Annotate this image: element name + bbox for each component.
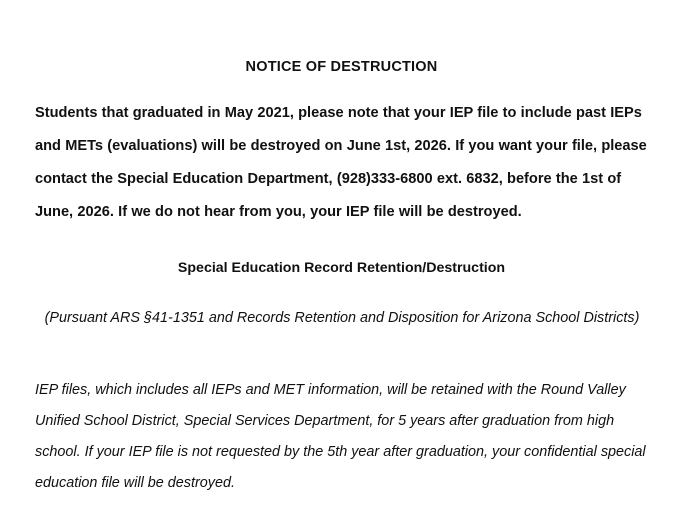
page-title: NOTICE OF DESTRUCTION <box>245 59 438 75</box>
section-heading-record-retention: Special Education Record Retention/Destruction <box>177 260 506 276</box>
statute-citation: (Pursuant ARS §41-1351 and Records Retention and Disposition for Arizona School Districts) <box>44 310 640 326</box>
retention-policy-paragraph: IEP files, which includes all IEPs and MET information, will be retained with the Round Valley Unified School District, Special Services Department, for 5 years after graduation from high school. If your IEP file is not requested by the 5th year after graduation, your confidential special education file will be destroyed. <box>35 382 646 491</box>
notice-paragraph: Students that graduated in May 2021, please note that your IEP file to include past IEPs and METs (evaluations) will be destroyed on June 1st, 2026. If you want your file, please contact the Special Education Department, (928)333-6800 ext. 6832, before the 1st of June, 2026. If we do not hear from you, your IEP file will be destroyed. <box>35 105 647 220</box>
